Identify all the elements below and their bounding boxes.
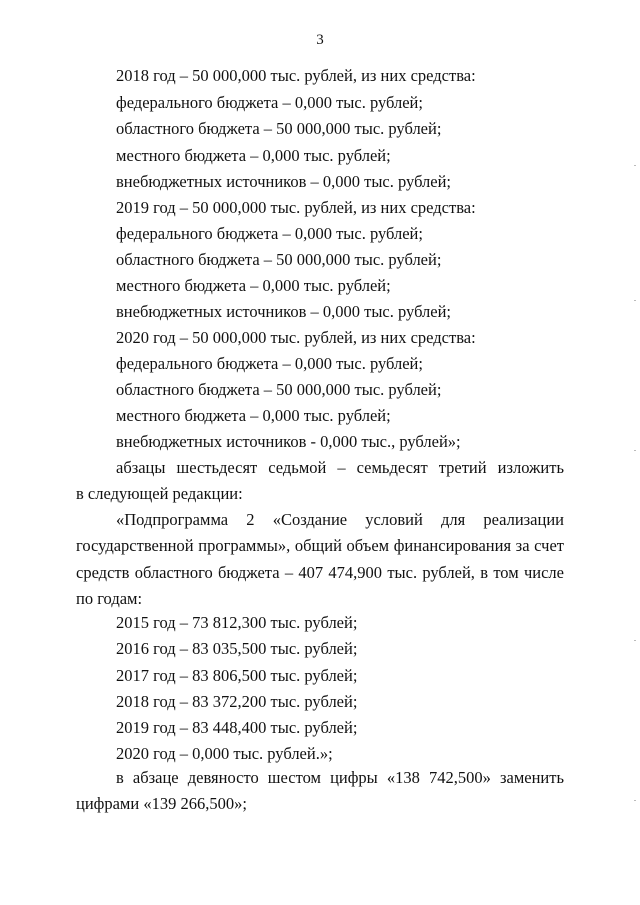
scan-edge-mark bbox=[634, 165, 636, 166]
funding-line: областного бюджета – 50 000,000 тыс. рублей; bbox=[116, 380, 442, 399]
funding-line: федерального бюджета – 0,000 тыс. рублей; bbox=[116, 93, 423, 112]
scan-edge-mark bbox=[634, 800, 636, 801]
instruction-word: седьмой bbox=[268, 458, 327, 477]
instruction-word: шестьдесят bbox=[176, 458, 258, 477]
scan-edge-mark bbox=[634, 640, 636, 641]
year-line: 2020 год – 0,000 тыс. рублей.»; bbox=[116, 744, 333, 763]
funding-line: местного бюджета – 0,000 тыс. рублей; bbox=[116, 276, 391, 295]
funding-line: внебюджетных источников – 0,000 тыс. рублей; bbox=[116, 172, 452, 191]
funding-line: областного бюджета – 50 000,000 тыс. рублей; bbox=[116, 119, 442, 138]
final-paragraph: в абзаце девяносто шестом цифры «138 742,500» заменить цифрами «139 266,500»; bbox=[76, 768, 564, 814]
funding-line: федерального бюджета – 0,000 тыс. рублей; bbox=[116, 224, 423, 243]
funding-line: федерального бюджета – 0,000 тыс. рублей; bbox=[116, 354, 423, 373]
instruction-word: третий bbox=[438, 458, 487, 477]
funding-line: внебюджетных источников – 0,000 тыс. рублей; bbox=[116, 302, 452, 321]
instruction-continuation: в следующей редакции: bbox=[76, 484, 243, 503]
funding-line: внебюджетных источников - 0,000 тыс., рублей»; bbox=[116, 432, 461, 451]
funding-line: 2020 год – 50 000,000 тыс. рублей, из них средства: bbox=[116, 328, 476, 347]
instruction-word: семьдесят bbox=[356, 458, 428, 477]
year-line: 2016 год – 83 035,500 тыс. рублей; bbox=[116, 639, 358, 658]
instruction-word: абзацы bbox=[116, 458, 166, 477]
page-number: 3 bbox=[316, 32, 324, 48]
instruction-line bbox=[116, 458, 564, 478]
funding-line: местного бюджета – 0,000 тыс. рублей; bbox=[116, 146, 391, 165]
funding-line: 2019 год – 50 000,000 тыс. рублей, из них средства: bbox=[116, 198, 476, 217]
funding-line: областного бюджета – 50 000,000 тыс. рублей; bbox=[116, 250, 442, 269]
funding-line: местного бюджета – 0,000 тыс. рублей; bbox=[116, 406, 391, 425]
funding-line: 2018 год – 50 000,000 тыс. рублей, из них средства: bbox=[116, 66, 476, 85]
subprogram-paragraph: «Подпрограмма 2 «Создание условий для реализации государственной программы», общий объем финансирования за счет средств областного бюджета – 407 474,900 тыс. рублей, в том числе по годам: bbox=[76, 510, 564, 608]
year-line: 2019 год – 83 448,400 тыс. рублей; bbox=[116, 718, 358, 737]
scan-edge-mark bbox=[634, 450, 636, 451]
scan-edge-mark bbox=[634, 300, 636, 301]
instruction-word: – bbox=[337, 458, 346, 477]
year-line: 2017 год – 83 806,500 тыс. рублей; bbox=[116, 666, 358, 685]
year-line: 2018 год – 83 372,200 тыс. рублей; bbox=[116, 692, 358, 711]
instruction-word: изложить bbox=[497, 458, 564, 477]
year-line: 2015 год – 73 812,300 тыс. рублей; bbox=[116, 613, 358, 632]
